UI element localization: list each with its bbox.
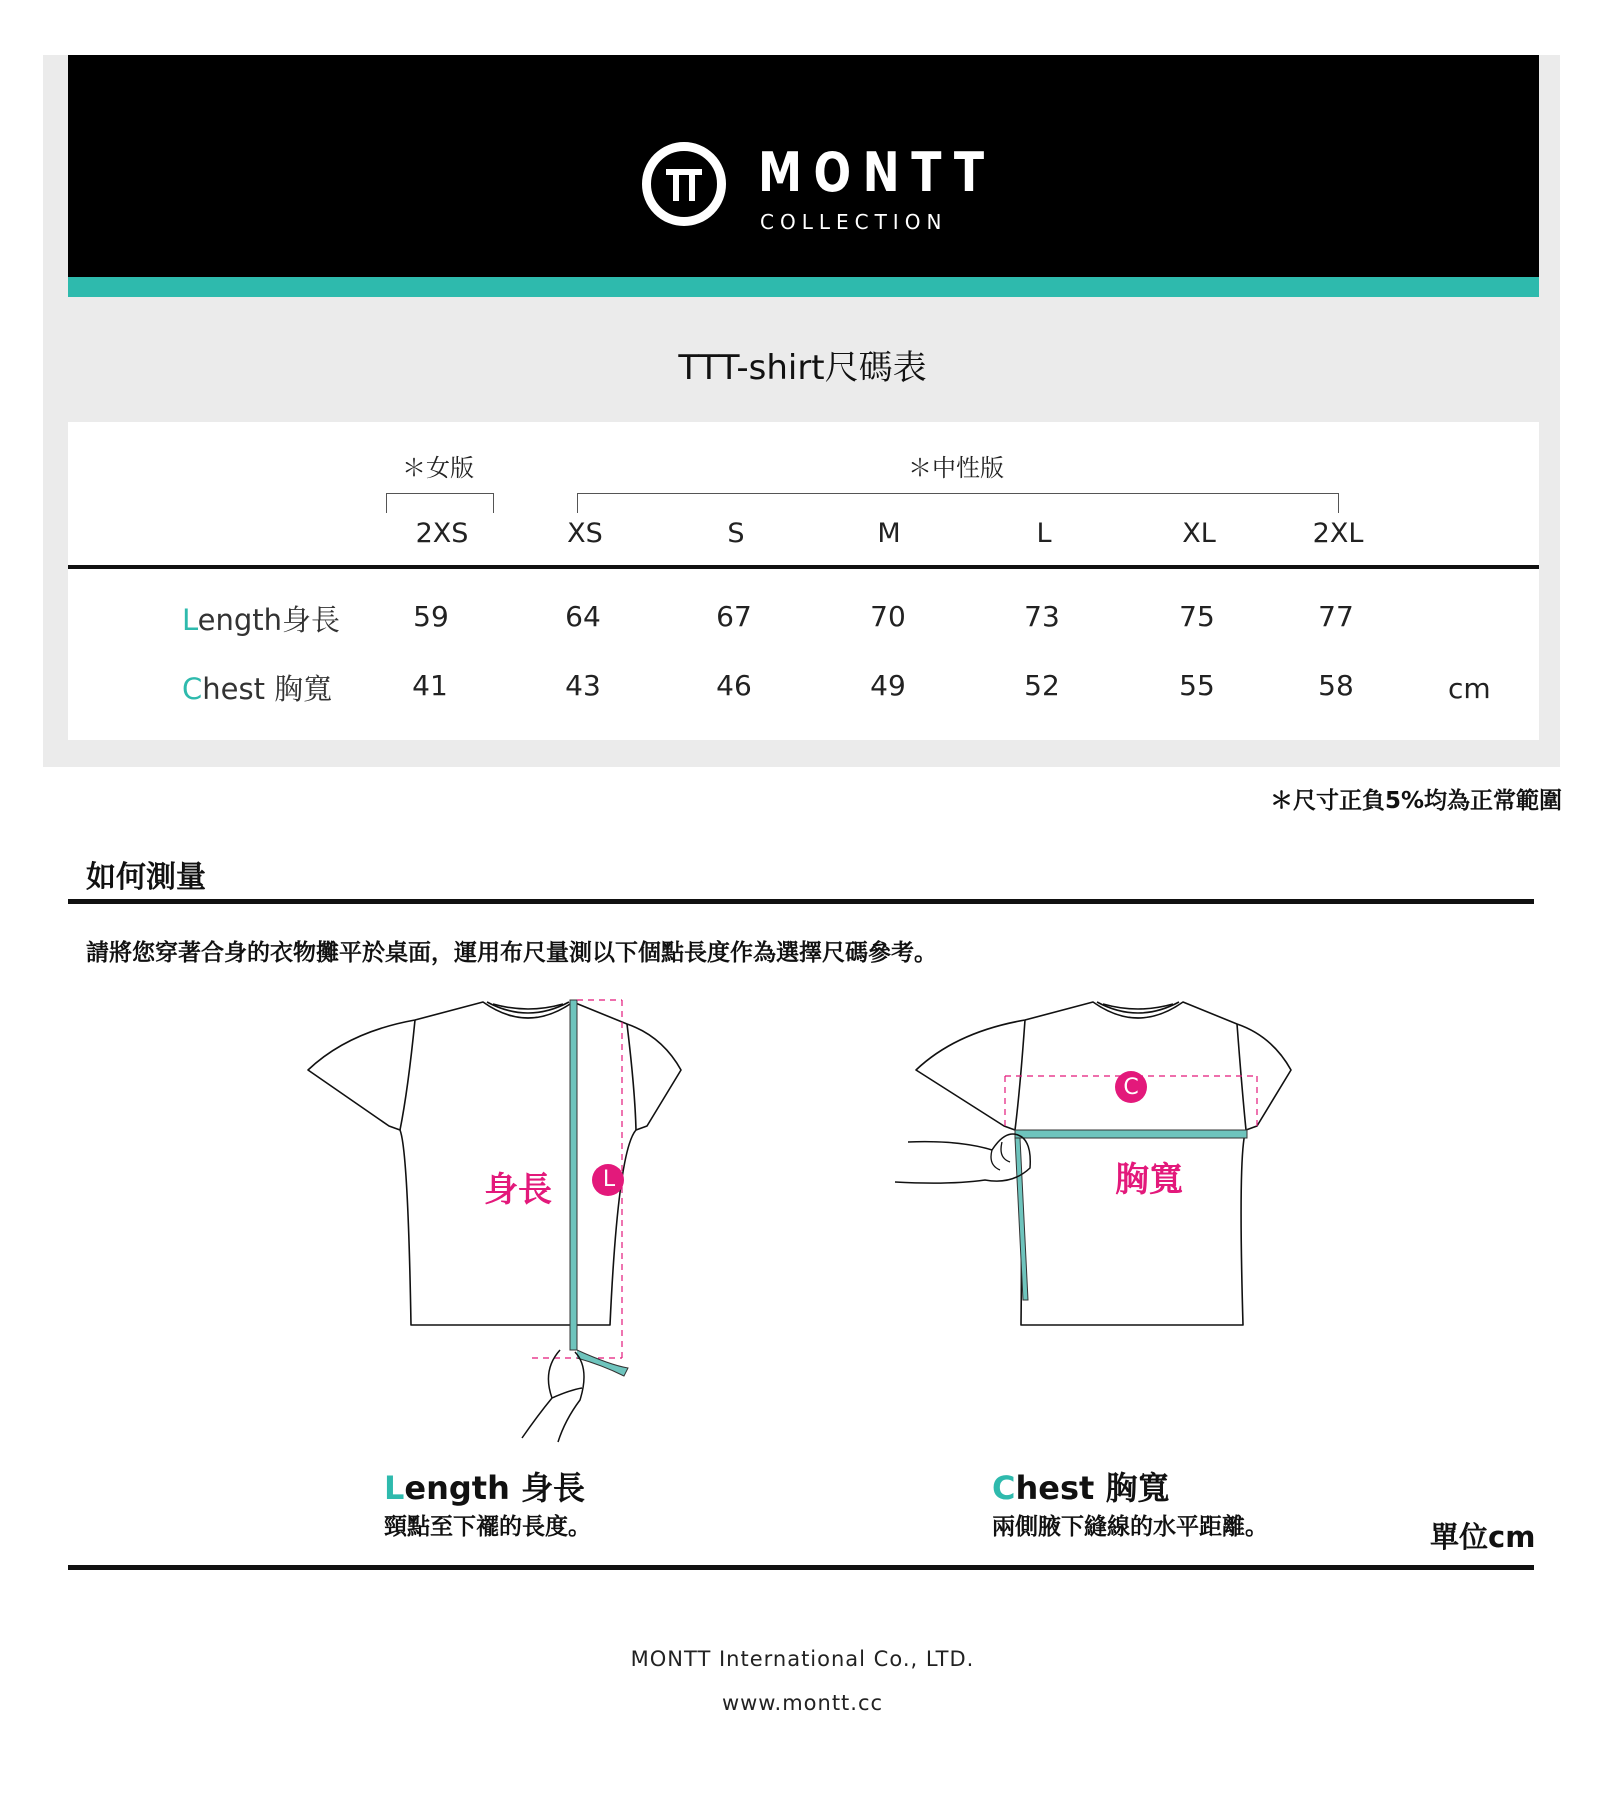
size-header-s: S (727, 518, 745, 549)
chest-caption-title (992, 1463, 1169, 1509)
table-cell: 43 (565, 669, 601, 702)
size-header-xs: XS (567, 518, 603, 549)
unit-label: 單位cm (1430, 1520, 1536, 1554)
length-shirt-diagram (290, 990, 770, 1450)
length-caption-initial: L (384, 1469, 405, 1507)
table-cell: 46 (716, 669, 752, 702)
group-label-women: ＊女版 (402, 454, 474, 482)
chest-caption-text: hest 胸寬 (1015, 1469, 1170, 1507)
bottom-rule (68, 1565, 1534, 1570)
table-cell: 52 (1024, 669, 1060, 702)
footer-website: www.montt.cc (721, 1691, 884, 1715)
group-label-unisex: ＊中性版 (908, 454, 1004, 482)
footer-company: MONTT International Co., LTD. (630, 1647, 975, 1671)
row-label-length-text: ength身長 (197, 603, 341, 637)
size-header-xl: XL (1182, 518, 1216, 549)
instruction-text: 請將您穿著合身的衣物攤平於桌面，運用布尺量測以下個點長度作為選擇尺碼參考。 (86, 940, 937, 966)
chest-marker-icon: C (1123, 1075, 1139, 1100)
chest-figure-label: 胸寬 (1115, 1160, 1183, 1200)
table-cell: 75 (1179, 600, 1215, 633)
row-label-chest-initial: C (182, 672, 203, 706)
brand-logo (640, 140, 996, 240)
length-caption-desc: 頸點至下襬的長度。 (384, 1514, 591, 1540)
row-label-chest-text: hest 胸寬 (202, 672, 333, 706)
logo-pi-icon (642, 142, 726, 226)
table-header-rule (68, 565, 1539, 569)
length-caption-text: ength 身長 (404, 1469, 586, 1507)
chest-shirt-diagram (890, 990, 1370, 1450)
size-header-2xs: 2XS (415, 518, 469, 549)
row-label-length-initial: L (182, 603, 198, 637)
table-cell: 41 (412, 669, 448, 702)
size-header-m: M (877, 518, 901, 549)
group-bracket-unisex (577, 493, 1339, 513)
section-title: 如何測量 (86, 860, 206, 895)
section-rule (68, 899, 1534, 904)
length-caption-title (384, 1463, 585, 1509)
accent-bar (68, 277, 1539, 297)
group-bracket-women (386, 493, 494, 513)
table-cell: 58 (1318, 669, 1354, 702)
row-label-length (182, 598, 340, 639)
chest-caption-desc: 兩側腋下縫線的水平距離。 (992, 1514, 1268, 1540)
tolerance-note: ＊尺寸正負5%均為正常範圍 (1269, 788, 1562, 814)
table-cell: 70 (870, 600, 906, 633)
table-cell: 55 (1179, 669, 1215, 702)
length-figure-label: 身長 (484, 1170, 552, 1210)
table-cell: 59 (413, 600, 449, 633)
table-cell: 67 (716, 600, 752, 633)
length-marker-icon: L (602, 1167, 616, 1192)
page-title: TTT-shirt尺碼表 (678, 348, 927, 388)
table-cell: 77 (1318, 600, 1354, 633)
brand-name: MONTT (758, 141, 996, 204)
size-header-2xl: 2XL (1312, 518, 1364, 549)
row-label-chest (182, 667, 332, 708)
table-cell: 64 (565, 600, 601, 633)
table-cell: 49 (870, 669, 906, 702)
table-cell: 73 (1024, 600, 1060, 633)
table-unit: cm (1448, 672, 1491, 705)
chest-caption-initial: C (992, 1469, 1016, 1507)
brand-subtitle: COLLECTION (760, 210, 948, 234)
size-header-l: L (1036, 518, 1052, 549)
